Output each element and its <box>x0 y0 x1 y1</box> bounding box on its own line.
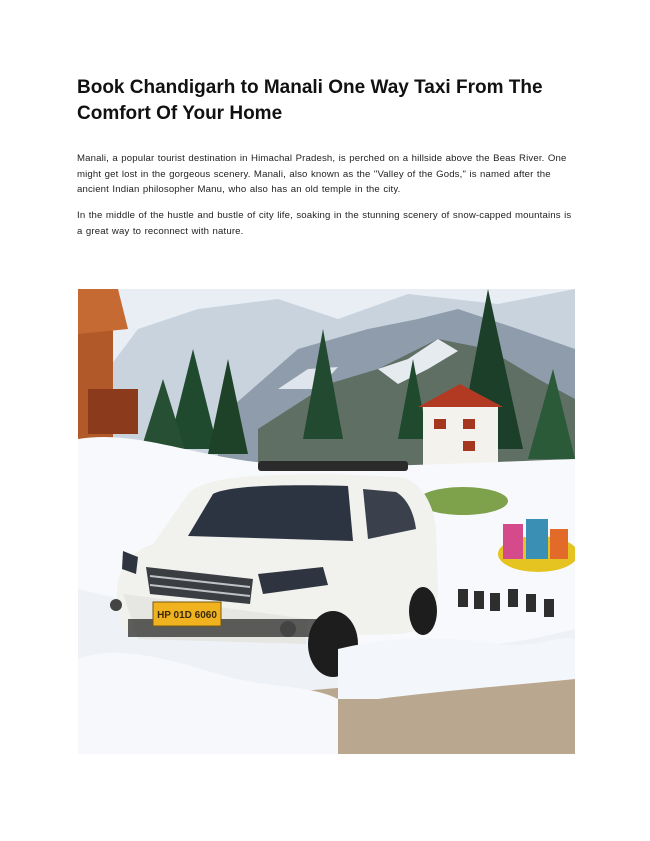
manali-taxi-photo <box>78 289 575 754</box>
nature-paragraph: In the middle of the hustle and bustle of city life, soaking in the stunning scenery of snow-capped mountains is a great way to reconnect with nature. <box>77 210 572 237</box>
page-title: Book Chandigarh to Manali One Way Taxi From The Comfort Of Your Home <box>77 77 543 124</box>
intro-paragraph: Manali, a popular tourist destination in Himachal Pradesh, is perched on a hillside above the Beas River. One might get lost in the gorgeous scenery. Manali, also known as the "Valley of the Gods," is named after the ancient Indian philosopher Manu, who also has an old temple in the city. <box>77 153 567 195</box>
license-plate-text: HP 01D 6060 <box>157 610 217 621</box>
photo-illustration <box>78 289 575 754</box>
